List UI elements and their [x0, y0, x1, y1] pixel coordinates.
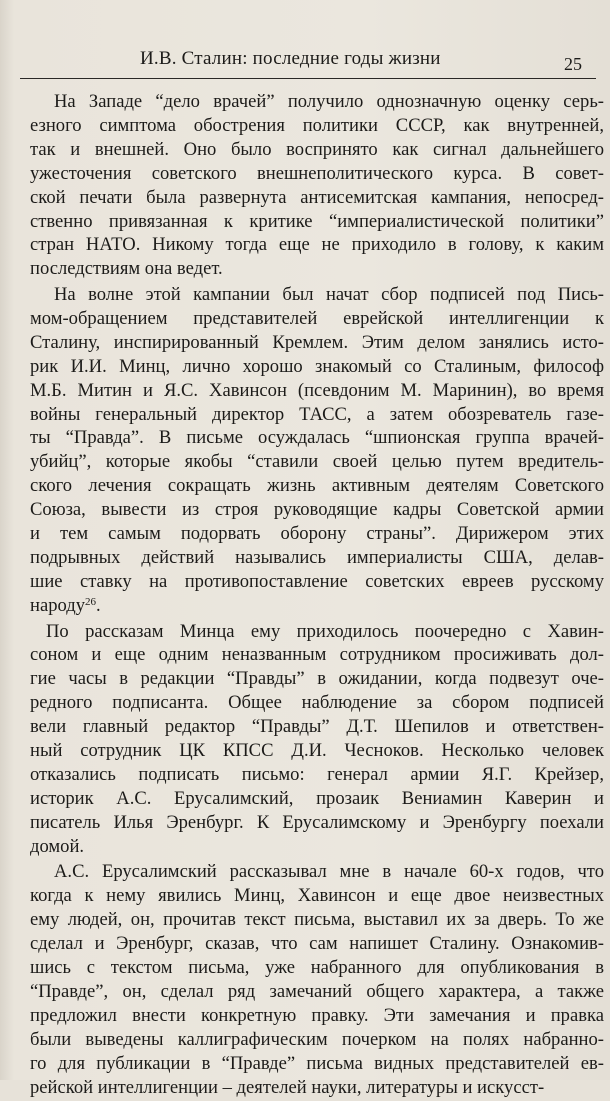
- paragraph: [30, 283, 604, 618]
- text-line: рейской интеллигенции – деятелей науки, литературы и искусст-: [30, 1076, 545, 1098]
- text-line: По рассказам Минца ему приходилось поочередно с Хавин-: [46, 620, 604, 642]
- text-line: предложил внести конкретную правку. Эти замечания и правка: [30, 1004, 604, 1026]
- page-number: 25: [564, 54, 582, 74]
- text-line: Сталину, инспирированный Кремлем. Этим делом занялись исто-: [30, 331, 604, 353]
- text-line: ственно привязанная к критике “империалистической политики”: [30, 210, 604, 232]
- text-line: М.Б. Митин и Я.С. Хавинсон (псевдоним М. Маринин), во время: [30, 379, 604, 401]
- text-line: редного подписанта. Общее наблюдение за сбором подписей: [30, 692, 604, 714]
- text-line: ского лечения сокращать жизнь активным деятелям Советского: [30, 475, 604, 497]
- text-line: шись с текстом письма, уже набранного для опубликования в: [30, 957, 604, 979]
- text-line: соном и еще одним неназванным сотрудником просиживать дол-: [30, 644, 604, 666]
- text-line: ской печати была развернута антисемитская кампания, непосред-: [30, 186, 604, 208]
- text-line: народу$^{26}$.: [30, 594, 101, 616]
- text-line: На волне этой кампании был начат сбор подписей под Пись-: [54, 284, 604, 306]
- text-line: шие ставку на противопоставление советских евреев русскому: [30, 570, 604, 592]
- text-line: домой.: [30, 835, 85, 857]
- text-line: и тем самым подорвать оборону страны”. Дирижером этих: [30, 523, 604, 545]
- text-line: отказались подписать письмо: генерал армии Я.Г. Крейзер,: [30, 763, 604, 785]
- text-line: стран НАТО. Никому тогда еще не приходило в голову, к каким: [30, 234, 604, 256]
- text-line: езного симптома обострения политики СССР, как внутренней,: [30, 114, 604, 136]
- text-line: были выведены каллиграфическим почерком на полях набранно-: [30, 1028, 604, 1050]
- text-line: гие часы в редакции “Правды” в ожидании, когда подвезут оче-: [30, 668, 604, 690]
- running-header: [20, 44, 596, 79]
- text-line: подрывных действий назывались империалисты США, делав-: [30, 547, 604, 569]
- text-line: войны генеральный директор ТАСС, а затем обозреватель газе-: [30, 403, 604, 425]
- footnote-marker: 26: [85, 595, 97, 608]
- text-line: А.С. Ерусалимский рассказывал мне в начале 60-х годов, что: [54, 861, 604, 883]
- text-line: мом-обращением представителей еврейской интеллигенции к: [30, 307, 604, 329]
- page-body: [30, 90, 604, 1101]
- text-line: сделал и Эренбург, сказав, что сам напишет Сталину. Ознакомив-: [30, 933, 604, 955]
- text-line: ный сотрудник ЦК КПСС Д.И. Чесноков. Несколько человек: [30, 740, 604, 762]
- paragraph: [30, 860, 604, 1099]
- text-line: так и внешней. Оно было воспринято как сигнал дальнейшего: [30, 138, 604, 160]
- text-line: рик И.И. Минц, лично хорошо знакомый со Сталиным, философ: [30, 355, 604, 377]
- text-line: ему людей, он, прочитав текст письма, выставил их за дверь. То же: [30, 909, 604, 931]
- text-line: убийц”, которые якобы “ставили своей целью путем вредитель-: [30, 451, 604, 473]
- text-line: го для публикации в “Правде” письма видных представителей ев-: [30, 1052, 604, 1074]
- text-line: когда к нему явились Минц, Хавинсон и еще двое неизвестных: [30, 885, 604, 907]
- text-line: вели главный редактор “Правды” Д.Т. Шепилов и ответствен-: [30, 716, 604, 738]
- text-line: На Западе “дело врачей” получило однозначную оценку серь-: [54, 91, 604, 112]
- paragraph: [30, 620, 604, 859]
- text-line: “Правде”, он, сделал ряд замечаний общего характера, а также: [30, 980, 604, 1002]
- text-line: писатель Илья Эренбург. К Ерусалимскому и Эренбургу поехали: [30, 811, 604, 833]
- text-line: историк А.С. Ерусалимский, прозаик Вениамин Каверин и: [30, 787, 604, 809]
- text-line: последствиям она ведет.: [30, 258, 223, 280]
- text-line: Союза, вывести из строя руководящие кадры Советской армии: [30, 499, 604, 521]
- paragraph: [30, 90, 604, 281]
- text-line: ужесточения советского внешнеполитического курса. В совет-: [30, 162, 604, 184]
- text-line: ты “Правда”. В письме осуждалась “шпионская группа врачей-: [30, 427, 604, 449]
- running-title: И.В. Сталин: последние годы жизни: [140, 48, 441, 69]
